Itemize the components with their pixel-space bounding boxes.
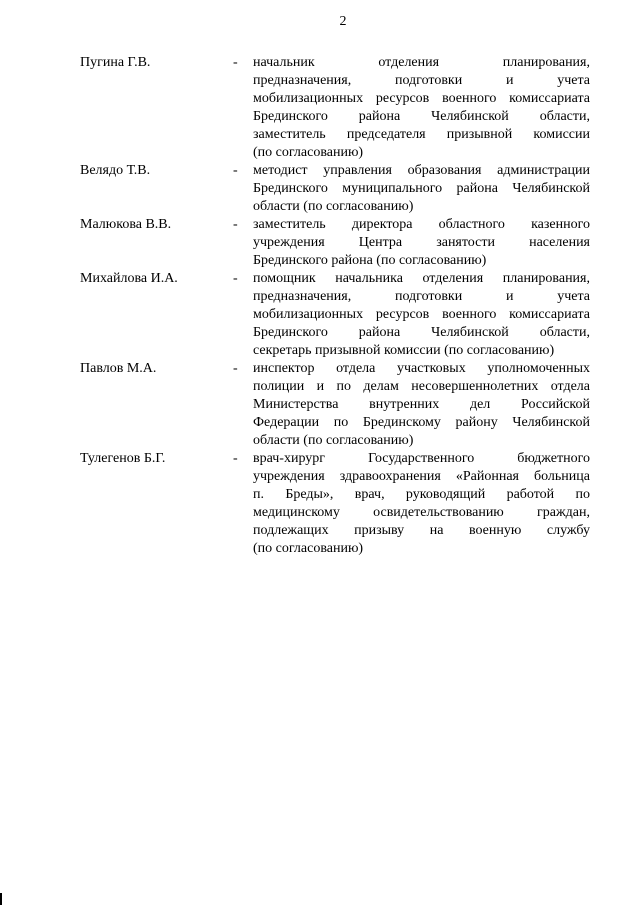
member-position xyxy=(253,162,590,216)
position-line: секретарь призывной комиссии (по согласованию) xyxy=(253,343,555,358)
position-line: Министерства внутренних дел Российской xyxy=(253,397,590,412)
member-row xyxy=(0,450,640,558)
member-dash: - xyxy=(233,271,238,286)
position-line: области (по согласованию) xyxy=(253,199,414,214)
member-name: Тулегенов Б.Г. xyxy=(80,451,166,466)
member-position xyxy=(253,54,590,162)
member-row xyxy=(0,360,640,450)
member-name: Павлов М.А. xyxy=(80,361,157,376)
position-line: Брединского района Челябинской области, xyxy=(253,325,590,340)
member-position xyxy=(253,360,590,450)
position-line: мобилизационных ресурсов военного комиссариата xyxy=(253,91,590,106)
member-row xyxy=(0,270,640,360)
position-line: предназначения, подготовки и учета xyxy=(253,73,590,88)
position-line: заместитель директора областного казенного xyxy=(253,217,590,232)
member-name: Пугина Г.В. xyxy=(80,55,151,70)
member-row xyxy=(0,162,640,216)
commission-member-list xyxy=(0,54,640,558)
position-line: Брединского муниципального района Челябинской xyxy=(253,181,590,196)
member-row xyxy=(0,216,640,270)
position-line: учреждения Центра занятости населения xyxy=(253,235,590,250)
member-position xyxy=(253,270,590,360)
position-line: Брединского района (по согласованию) xyxy=(253,253,487,268)
member-name: Малюкова В.В. xyxy=(80,217,172,232)
position-line: учреждения здравоохранения «Районная больница xyxy=(253,469,590,484)
member-name: Велядо Т.В. xyxy=(80,163,151,178)
member-name: Михайлова И.А. xyxy=(80,271,178,286)
position-line: заместитель председателя призывной комиссии xyxy=(253,127,590,142)
position-line: Брединского района Челябинской области, xyxy=(253,109,590,124)
member-dash: - xyxy=(233,55,238,70)
position-line: предназначения, подготовки и учета xyxy=(253,289,590,304)
member-dash: - xyxy=(233,217,238,232)
position-line: области (по согласованию) xyxy=(253,433,414,448)
position-line: (по согласованию) xyxy=(253,541,364,556)
position-line: медицинскому освидетельствованию граждан, xyxy=(253,505,590,520)
member-dash: - xyxy=(233,451,238,466)
position-line: полиции и по делам несовершеннолетних отдела xyxy=(253,379,590,394)
position-line: (по согласованию) xyxy=(253,145,364,160)
position-line: помощник начальника отделения планирования, xyxy=(253,271,590,286)
position-line: врач-хирург Государственного бюджетного xyxy=(253,451,590,466)
position-line: мобилизационных ресурсов военного комиссариата xyxy=(253,307,590,322)
position-line: подлежащих призыву на военную службу xyxy=(253,523,590,538)
position-line: методист управления образования администрации xyxy=(253,163,590,178)
member-dash: - xyxy=(233,361,238,376)
position-line: Федерации по Брединскому району Челябинской xyxy=(253,415,590,430)
member-position xyxy=(253,450,590,558)
member-row xyxy=(0,54,640,162)
position-line: начальник отделения планирования, xyxy=(253,55,590,70)
position-line: п. Бреды», врач, руководящий работой по xyxy=(253,487,590,502)
member-dash: - xyxy=(233,163,238,178)
position-line: инспектор отдела участковых уполномоченных xyxy=(253,361,590,376)
page-number: 2 xyxy=(339,14,347,29)
member-position xyxy=(253,216,590,270)
scan-edge-mark xyxy=(0,893,2,905)
